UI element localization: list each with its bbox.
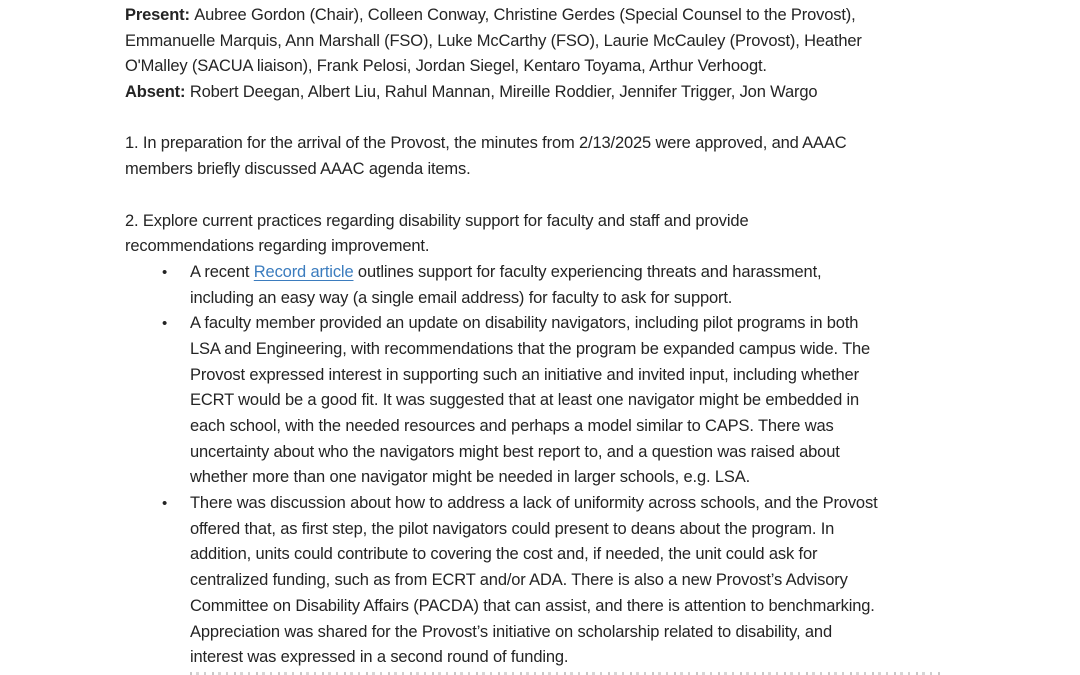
text-line [125, 234, 960, 260]
text-line [125, 311, 960, 337]
text-line [125, 80, 960, 106]
text-segment: recommendations regarding improvement. [125, 237, 430, 256]
text-segment: There was discussion about how to address a lack of uniformity across schools, and the Provost [190, 494, 878, 513]
bold-label: Absent: [125, 83, 190, 102]
text-line [125, 594, 960, 620]
text-segment: offered that, as first step, the pilot navigators could present to deans about the program. In [190, 519, 835, 538]
text-line [125, 286, 960, 312]
text-line [125, 29, 960, 55]
text-segment: O'Malley (SACUA liaison), Frank Pelosi, Jordan Siegel, Kentaro Toyama, Arthur Verhoogt. [125, 57, 767, 76]
text-line [125, 414, 960, 440]
text-segment: centralized funding, such as from ECRT and/or ADA. There is also a new Provost’s Advisory [190, 571, 848, 590]
cropped-text-strip [190, 672, 940, 675]
text-segment: LSA and Engineering, with recommendations that the program be expanded campus wide. The [190, 339, 871, 358]
text-segment: each school, with the needed resources and perhaps a model similar to CAPS. There was [190, 417, 834, 435]
text-segment: whether more than one navigator might be needed in larger schools, e.g. LSA. [190, 468, 751, 487]
bold-label: Present: [125, 6, 195, 24]
record-article-link[interactable]: Record article [253, 262, 354, 281]
text-line [125, 620, 960, 646]
text-segment: interest was expressed in a second round of funding. [190, 648, 569, 667]
text-line [125, 363, 960, 389]
text-segment: Committee on Disability Affairs (PACDA) that can assist, and there is attention to benchmarking. [190, 596, 875, 615]
text-segment: Emmanuelle Marquis, Ann Marshall (FSO), Luke McCarthy (FSO), Laurie McCauley (Provost), Heather [125, 31, 862, 50]
text-segment: outlines support for faculty experiencing threats and harassment, [353, 262, 822, 281]
text-line [125, 54, 960, 80]
text-line [125, 3, 960, 29]
text-line [125, 465, 960, 491]
text-segment: Robert Deegan, Albert Liu, Rahul Mannan, Mireille Roddier, Jennifer Trigger, Jon Wargo [189, 83, 818, 102]
text-segment: addition, units could contribute to covering the cost and, if needed, the unit could ask for [190, 545, 818, 564]
text-line [125, 337, 960, 363]
text-segment: including an easy way (a single email address) for faculty to ask for support. [190, 288, 733, 307]
text-line [125, 491, 960, 517]
bullet-icon: • [162, 315, 168, 333]
text-segment: uncertainty about who the navigators might best report to, and a question was raised about [190, 442, 840, 461]
text-segment: Aubree Gordon (Chair), Colleen Conway, Christine Gerdes (Special Counsel to the Provost), [194, 6, 856, 24]
text-line [125, 131, 960, 157]
text-line [125, 440, 960, 466]
blank-line [125, 106, 960, 132]
bullet-icon: • [162, 263, 168, 281]
text-line [125, 209, 960, 235]
text-segment: 2. Explore current practices regarding disability support for faculty and staff and provide [125, 211, 749, 230]
blank-line [125, 183, 960, 209]
text-line [125, 157, 960, 183]
bullet-icon: • [162, 495, 168, 513]
text-segment: Provost expressed interest in supporting such an initiative and invited input, including whether [190, 365, 859, 384]
text-segment: Appreciation was shared for the Provost’s initiative on scholarship related to disability, and [190, 622, 832, 641]
text-segment: A recent [190, 262, 254, 281]
text-line [125, 542, 960, 568]
text-segment: A faculty member provided an update on disability navigators, including pilot programs in both [190, 314, 859, 333]
text-line [125, 260, 960, 286]
cropped-text-line [125, 671, 960, 675]
meeting-minutes-document [125, 3, 960, 675]
text-line [125, 517, 960, 543]
text-segment: members briefly discussed AAAC agenda items. [125, 160, 471, 179]
text-segment: 1. In preparation for the arrival of the Provost, the minutes from 2/13/2025 were approved, and AAAC [125, 134, 847, 153]
text-line [125, 568, 960, 594]
text-line [125, 388, 960, 414]
text-line [125, 645, 960, 671]
text-segment: ECRT would be a good fit. It was suggested that at least one navigator might be embedded in [190, 391, 860, 410]
